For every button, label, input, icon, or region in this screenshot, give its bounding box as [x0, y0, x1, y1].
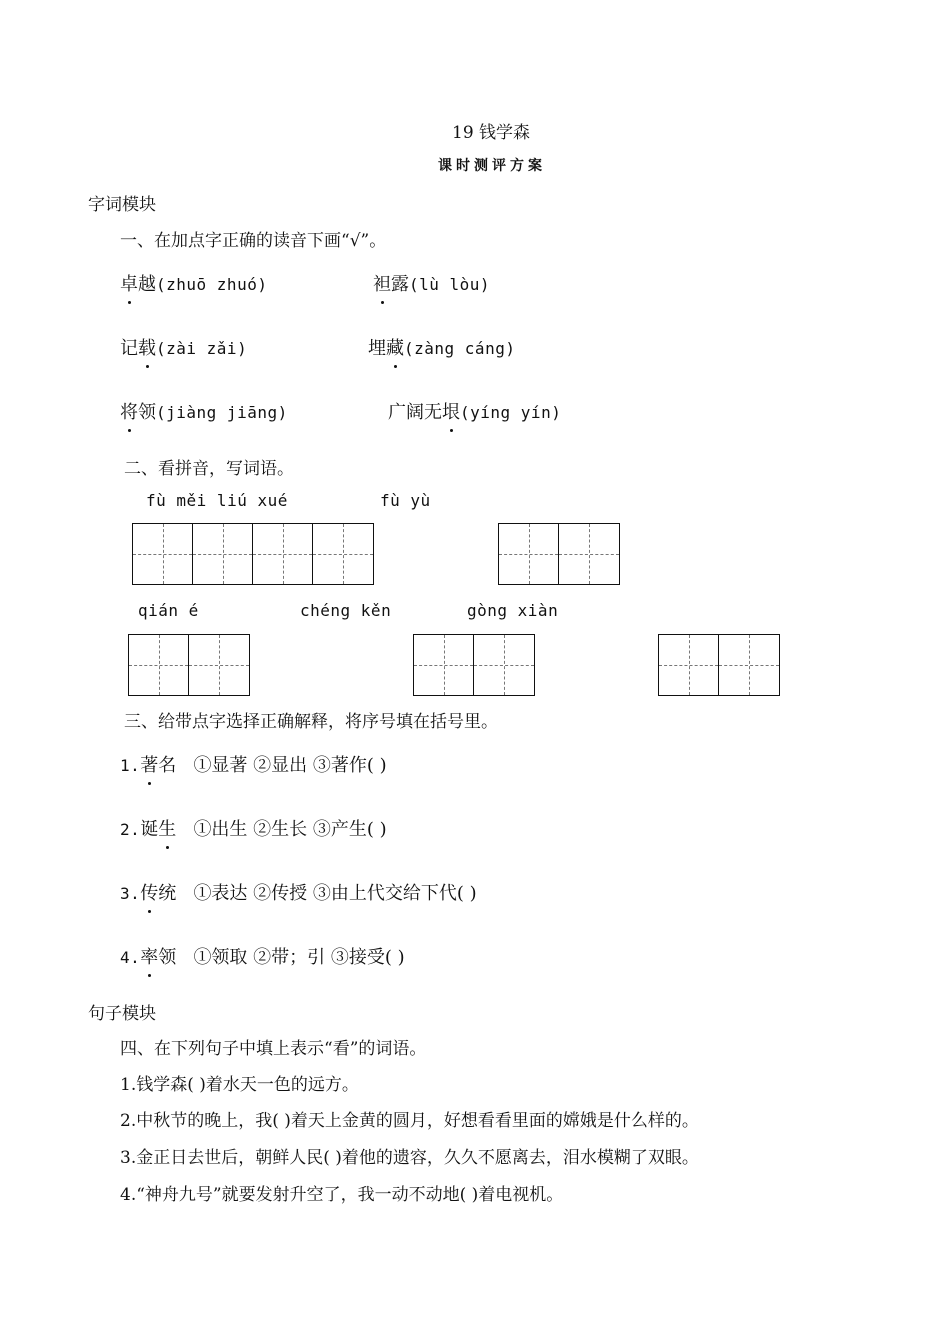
question-3-prompt: 三、给带点字选择正确解释，将序号填在括号里。 — [124, 712, 498, 732]
pinyin-label: fù měi liú xué — [146, 491, 288, 510]
pronunciation-item — [120, 270, 267, 296]
word-rest: 埋 — [368, 338, 386, 359]
word-rest: 诞 — [140, 819, 159, 840]
item-number: 1. — [120, 756, 141, 775]
dotted-char: 藏 — [386, 334, 404, 360]
grid-cell[interactable] — [559, 524, 619, 584]
writing-grid-2[interactable] — [658, 634, 780, 696]
pinyin-options: (zhuō zhuó) — [156, 275, 268, 294]
page-subtitle: 课时测评方案 — [438, 158, 546, 174]
grid-cell[interactable] — [253, 524, 313, 584]
writing-grid-2[interactable] — [128, 634, 250, 696]
item-number: 4. — [120, 948, 141, 967]
dotted-char: 传 — [140, 879, 158, 905]
section-heading-sentences: 句子模块 — [88, 1004, 156, 1024]
pronunciation-item — [368, 334, 515, 360]
word-rest: 名 — [158, 755, 177, 776]
pinyin-options: (zài zǎi) — [156, 339, 248, 358]
writing-grid-4[interactable] — [132, 523, 374, 585]
pronunciation-item — [120, 334, 247, 360]
sentence-line: 3.金正日去世后，朝鲜人民( )着他的遗容，久久不愿离去，泪水模糊了双眼。 — [120, 1148, 699, 1168]
sentence-line: 4.“神舟九号”就要发射升空了，我一动不动地( )着电视机。 — [120, 1185, 564, 1205]
word-rest: 露 — [391, 274, 409, 295]
meaning-item — [120, 943, 405, 969]
pinyin-label: fù yù — [380, 491, 431, 510]
pinyin-options: (jiàng jiāng) — [156, 403, 288, 422]
pinyin-label: chéng kěn — [300, 601, 392, 620]
grid-cell[interactable] — [189, 635, 249, 695]
sentence-line: 1.钱学森( )着水天一色的远方。 — [120, 1075, 359, 1095]
word-rest: 领 — [138, 402, 156, 423]
choices: ①出生 ②生长 ③产生( ) — [193, 819, 387, 840]
pinyin-label: gòng xiàn — [467, 601, 559, 620]
choices: ①表达 ②传授 ③由上代交给下代( ) — [193, 883, 477, 904]
item-number: 3. — [120, 884, 141, 903]
word-rest: 越 — [138, 274, 156, 295]
word-rest: 领 — [158, 947, 177, 968]
grid-cell[interactable] — [474, 635, 534, 695]
grid-cell[interactable] — [129, 635, 189, 695]
question-1-prompt: 一、在加点字正确的读音下画“√”。 — [120, 231, 387, 251]
meaning-item — [120, 751, 387, 777]
question-2-prompt: 二、看拼音，写词语。 — [124, 459, 294, 479]
dotted-char: 率 — [140, 943, 158, 969]
grid-cell[interactable] — [659, 635, 719, 695]
dotted-char: 将 — [120, 398, 138, 424]
dotted-char: 载 — [138, 334, 156, 360]
pinyin-options: (zàng cáng) — [404, 339, 516, 358]
dotted-char: 著 — [140, 751, 158, 777]
meaning-item — [120, 815, 387, 841]
word-rest: 记 — [120, 338, 138, 359]
grid-cell[interactable] — [193, 524, 253, 584]
meaning-item — [120, 879, 477, 905]
grid-cell[interactable] — [414, 635, 474, 695]
dotted-char: 生 — [158, 815, 176, 841]
item-number: 2. — [120, 820, 141, 839]
word-rest: 广阔无 — [388, 402, 442, 423]
pronunciation-item — [388, 398, 561, 424]
dotted-char: 卓 — [120, 270, 138, 296]
writing-grid-2[interactable] — [413, 634, 535, 696]
sentence-line: 2.中秋节的晚上，我( )着天上金黄的圆月，好想看看里面的嫦娥是什么样的。 — [120, 1111, 699, 1131]
choices: ①显著 ②显出 ③著作( ) — [193, 755, 387, 776]
grid-cell[interactable] — [719, 635, 779, 695]
pronunciation-item — [120, 398, 288, 424]
pinyin-label: qián é — [138, 601, 199, 620]
page-title: 19 钱学森 — [452, 123, 531, 143]
pronunciation-item — [373, 270, 490, 296]
grid-cell[interactable] — [499, 524, 559, 584]
section-heading-words: 字词模块 — [88, 195, 156, 215]
grid-cell[interactable] — [313, 524, 373, 584]
writing-grid-2[interactable] — [498, 523, 620, 585]
pinyin-options: (yíng yín) — [460, 403, 562, 422]
choices: ①领取 ②带；引 ③接受( ) — [193, 947, 405, 968]
grid-cell[interactable] — [133, 524, 193, 584]
dotted-char: 袒 — [373, 270, 391, 296]
dotted-char: 垠 — [442, 398, 460, 424]
question-4-prompt: 四、在下列句子中填上表示“看”的词语。 — [120, 1039, 427, 1059]
pinyin-options: (lù lòu) — [409, 275, 491, 294]
word-rest: 统 — [158, 883, 177, 904]
